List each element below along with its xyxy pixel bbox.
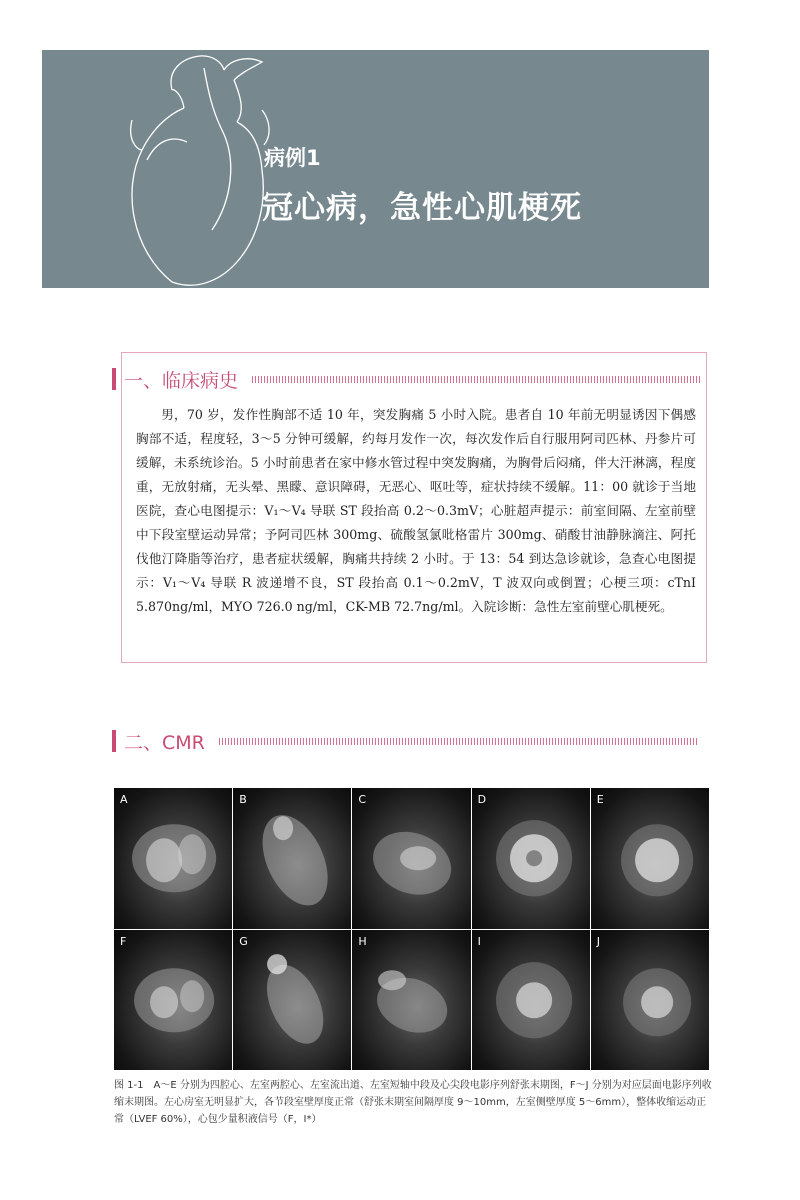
- cmr-panel-c: [352, 788, 470, 929]
- section-title: 一、临床病史: [124, 369, 239, 392]
- title-banner: [42, 50, 709, 288]
- section-cmr-heading: [112, 728, 699, 754]
- panel-label: C: [358, 793, 367, 806]
- clinical-history-text: 男，70 岁，发作性胸部不适 10 年，突发胸痛 5 小时入院。患者自 10 年前无明显诱因下偶感胸部不适，程度轻，3～5 分钟可缓解，约每月发作一次，每次发作后自行服用阿司匹林、丹参片可缓解，未系统诊治。5 小时前患者在家中修水管过程中突发胸痛，为胸骨后闷痛，伴大汗淋漓，程度重，无放射痛，无头晕、黑矇、意识障碍，无恶心、呕吐等，症状持续不缓解。11：00 就诊于当地医院，查心电图提示：V₁～V₄ 导联 ST 段抬高 0.2～0.3mV；心脏超声提示：前室间隔、左室前壁中下段室壁运动异常；予阿司匹林 300mg、硫酸氢氯吡格雷片 300mg、硝酸甘油静脉滴注、阿托伐他汀降脂等治疗，患者症状缓解，胸痛共持续 2 小时。于 13：54 到达急诊就诊，急查心电图提示：V₁～V₄ 导联 R 波递增不良，ST 段抬高 0.1～0.2mV，T 波双向或倒置；心梗三项：cTnI 5.870ng/ml，MYO 726.0 ng/ml，CK-MB 72.7ng/ml。入院诊断：急性左室前壁心肌梗死。: [136, 407, 696, 614]
- panel-label: E: [596, 793, 604, 806]
- case-number: 病例1: [264, 146, 321, 170]
- panel-label: F: [120, 934, 127, 948]
- section-bar: [112, 368, 116, 390]
- section-clinical-history-heading: [112, 366, 702, 392]
- cmr-panel-e: [591, 788, 709, 929]
- cmr-image-grid: [114, 788, 709, 1070]
- section-title: 二、CMR: [124, 731, 205, 754]
- cmr-panel-a: [114, 788, 232, 929]
- panel-label: J: [596, 934, 601, 948]
- dotted-rule: [252, 376, 702, 383]
- cmr-panel-b: [233, 788, 351, 929]
- cmr-panel-j: [591, 930, 709, 1071]
- clinical-history-box: [121, 352, 707, 663]
- cmr-panel-f: [114, 930, 232, 1071]
- dotted-rule: [219, 738, 699, 745]
- case-title: 冠心病，急性心肌梗死: [262, 190, 582, 226]
- panel-label: D: [477, 793, 487, 806]
- cmr-panel-h: [352, 930, 470, 1071]
- figure-caption: 图 1-1 A～E 分别为四腔心、左室两腔心、左室流出道、左室短轴中段及心尖段电影序列舒张末期图，F～J 分别为对应层面电影序列收缩末期图。左心房室无明显扩大，各节段室壁厚度正常（舒张末期室间隔厚度 9～10mm，左室侧壁厚度 5～6mm），整体收缩运动正常（LVEF 60%），心包少量积液信号（F，I*）: [114, 1080, 712, 1125]
- cmr-panel-d: [472, 788, 590, 929]
- panel-label: I: [477, 934, 481, 948]
- panel-label: A: [120, 793, 128, 806]
- cmr-panel-g: [233, 930, 351, 1071]
- panel-label: H: [358, 934, 367, 948]
- heart-outline-icon: [112, 50, 272, 288]
- panel-label: B: [239, 793, 247, 806]
- panel-label: G: [239, 934, 248, 948]
- cmr-panel-i: [472, 930, 590, 1071]
- section-bar: [112, 730, 116, 752]
